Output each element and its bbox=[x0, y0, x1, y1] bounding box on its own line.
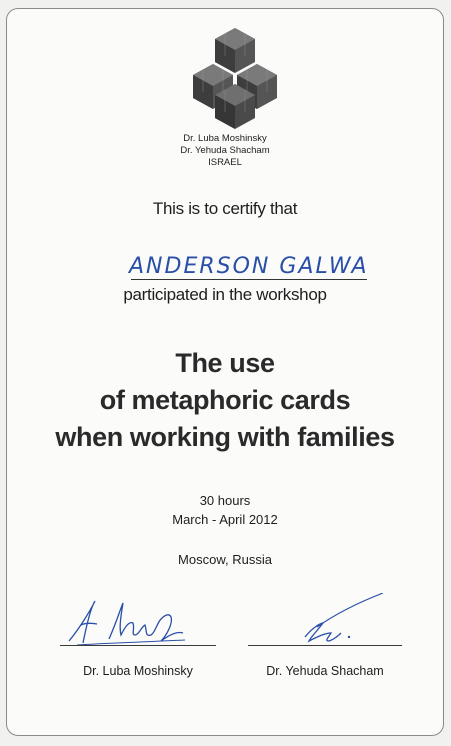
issuer-name-1: Dr. Luba Moshinsky bbox=[183, 133, 267, 144]
participant-name-handwritten bbox=[125, 245, 375, 283]
title-line-3: when working with families bbox=[55, 422, 395, 452]
name-underline bbox=[131, 279, 367, 280]
signature-left bbox=[65, 593, 205, 649]
participated-text: participated in the workshop bbox=[123, 285, 327, 304]
signature-right bbox=[277, 593, 397, 649]
workshop-details bbox=[7, 491, 443, 529]
location-text: Moscow, Russia bbox=[178, 552, 272, 567]
certify-text: This is to certify that bbox=[152, 199, 298, 218]
title-line-2: of metaphoric cards bbox=[99, 385, 351, 415]
title-line-1: The use bbox=[175, 348, 275, 378]
hours-text: 30 hours bbox=[199, 493, 251, 508]
signature-line-left bbox=[60, 645, 216, 646]
cube-logo-icon bbox=[189, 26, 281, 130]
dates-text: March - April 2012 bbox=[172, 512, 278, 527]
svg-text:ANDERSON GALWA: ANDERSON GALWA bbox=[129, 254, 369, 279]
signatory-name-right: Dr. Yehuda Shacham bbox=[266, 664, 384, 678]
issuer-block bbox=[7, 133, 443, 169]
issuer-country: ISRAEL bbox=[208, 157, 242, 168]
workshop-title bbox=[7, 345, 443, 456]
signature-line-right bbox=[248, 645, 402, 646]
certificate-page bbox=[6, 8, 444, 736]
signatory-name-left: Dr. Luba Moshinsky bbox=[83, 664, 193, 678]
issuer-name-2: Dr. Yehuda Shacham bbox=[180, 145, 270, 156]
